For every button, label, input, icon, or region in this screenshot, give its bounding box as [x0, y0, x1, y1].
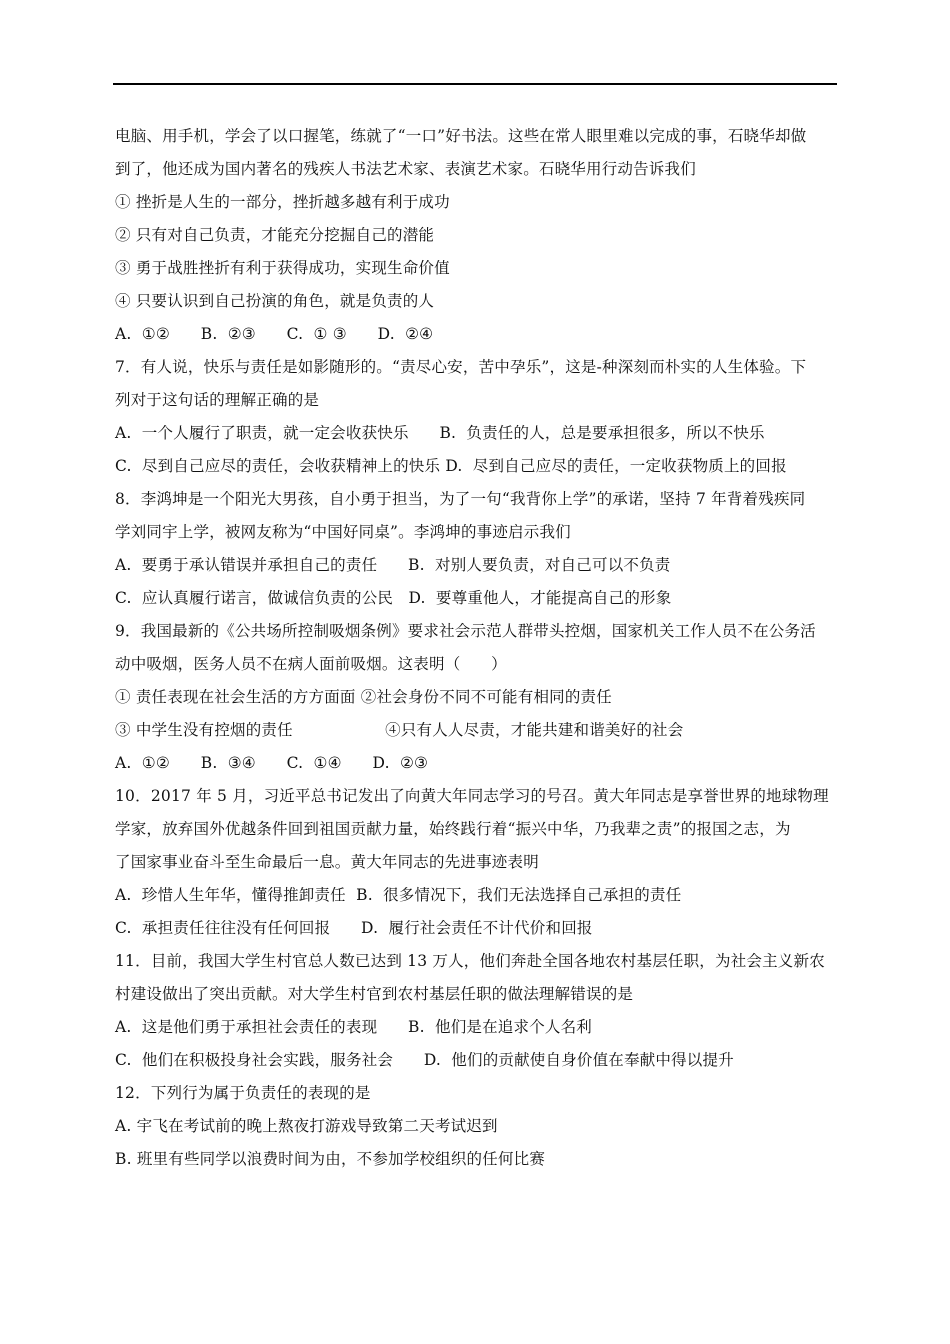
option-line: ③ 中学生没有控烟的责任 ④只有人人尽责，才能共建和谐美好的社会: [115, 721, 684, 739]
question-9: 9．我国最新的《公共场所控制吸烟条例》要求社会示范人群带头控烟，国家机关工作人员不在公务活: [115, 622, 816, 640]
header-rule: [113, 83, 837, 85]
answer-choices: A. 一个人履行了职责，就一定会收获快乐 B. 负责任的人，总是要承担很多，所以不快乐: [115, 424, 765, 442]
text-line: 学家，放弃国外优越条件回到祖国贡献力量，始终践行着“振兴中华，乃我辈之责”的报国之志，为: [115, 820, 791, 838]
option-line: ④ 只要认识到自己扮演的角色，就是负责的人: [115, 292, 435, 310]
question-11: 11．目前，我国大学生村官总人数已达到 13 万人，他们奔赴全国各地农村基层任职，为社会主义新农: [115, 952, 825, 970]
option-line: ① 挫折是人生的一部分，挫折越多越有利于成功: [115, 193, 450, 211]
answer-choice: A. 宇飞在考试前的晚上熬夜打游戏导致第二天考试迟到: [115, 1117, 498, 1135]
text-line: 村建设做出了突出贡献。对大学生村官到农村基层任职的做法理解错误的是: [115, 985, 634, 1003]
answer-choices: C. 承担责任往往没有任何回报 D. 履行社会责任不计代价和回报: [115, 919, 593, 937]
question-7: 7．有人说，快乐与责任是如影随形的。“责尽心安，苦中孕乐”，这是-种深刻而朴实的人生体验。下: [115, 358, 807, 376]
question-8: 8．李鸿坤是一个阳光大男孩，自小勇于担当，为了一句“我背你上学”的承诺，坚持 7 年背着残疾同: [115, 490, 806, 508]
answer-choice: B. 班里有些同学以浪费时间为由，不参加学校组织的任何比赛: [115, 1150, 546, 1168]
text-line: 学刘同宇上学，被网友称为“中国好同桌”。李鸿坤的事迹启示我们: [115, 523, 571, 541]
question-12: 12．下列行为属于负责任的表现的是: [115, 1084, 371, 1102]
text-line: 列对于这句话的理解正确的是: [115, 391, 320, 409]
answer-choices: A. 这是他们勇于承担社会责任的表现 B. 他们是在追求个人名利: [115, 1018, 593, 1036]
answer-choices: C. 尽到自己应尽的责任，会收获精神上的快乐 D. 尽到自己应尽的责任，一定收获物质上的回报: [115, 457, 787, 475]
text-line: 动中吸烟，医务人员不在病人面前吸烟。这表明（ ）: [115, 655, 507, 673]
answer-choices: C. 应认真履行诺言，做诚信负责的公民 D. 要尊重他人，才能提高自己的形象: [115, 589, 672, 607]
option-line: ③ 勇于战胜挫折有利于获得成功，实现生命价值: [115, 259, 450, 277]
answer-choices: C. 他们在积极投身社会实践，服务社会 D. 他们的贡献使自身价值在奉献中得以提升: [115, 1051, 734, 1069]
answer-choices: A. ①② B. ③④ C. ①④ D. ②③: [115, 754, 429, 772]
question-10: 10．2017 年 5 月，习近平总书记发出了向黄大年同志学习的号召。黄大年同志是享誉世界的地球物理: [115, 787, 829, 805]
option-line: ① 责任表现在社会生活的方方面面 ②社会身份不同不可能有相同的责任: [115, 688, 612, 706]
document-body: [115, 120, 837, 1176]
option-line: ② 只有对自己负责，才能充分挖掘自己的潜能: [115, 226, 435, 244]
answer-choices: A. 要勇于承认错误并承担自己的责任 B. 对别人要负责，对自己可以不负责: [115, 556, 671, 574]
text-line: 到了，他还成为国内著名的残疾人书法艺术家、表演艺术家。石晓华用行动告诉我们: [115, 160, 696, 178]
answer-choices: A. 珍惜人生年华，懂得推卸责任 B. 很多情况下，我们无法选择自己承担的责任: [115, 886, 682, 904]
text-line: 了国家事业奋斗至生命最后一息。黄大年同志的先进事迹表明: [115, 853, 539, 871]
answer-choices: A. ①② B. ②③ C. ① ③ D. ②④: [115, 325, 434, 343]
text-line: 电脑、用手机，学会了以口握笔，练就了“一口”好书法。这些在常人眼里难以完成的事，石晓华却做: [115, 127, 807, 145]
